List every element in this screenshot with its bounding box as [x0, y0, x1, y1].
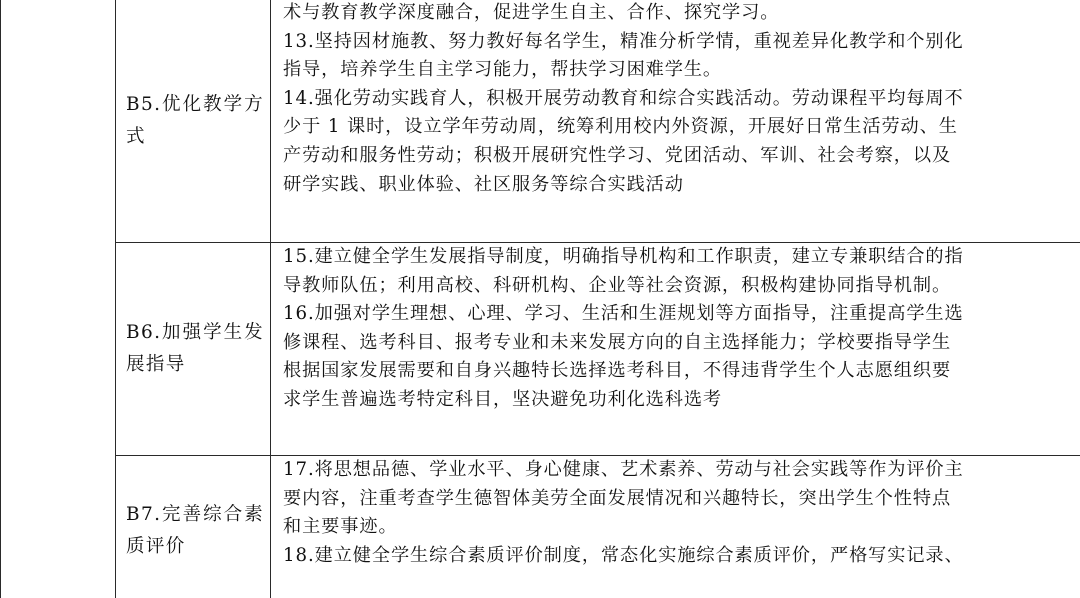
- content-line: 17.将思想品德、学业水平、身心健康、艺术素养、劳动与社会实践等作为评价主: [283, 459, 964, 480]
- content-line: 指导，培养学生自主学习能力，帮扶学习困难学生。: [283, 59, 723, 81]
- indicator-content-cell: [271, 456, 1080, 598]
- content-line: 产劳动和服务性劳动；积极开展研究性学习、党团活动、军训、社会考察，以及: [283, 144, 952, 166]
- indicator-label: B5.优化教学方式: [126, 93, 264, 147]
- content-line: 16.加强对学生理想、心理、学习、生活和生涯规划等方面指导，注重提高学生选: [283, 303, 964, 325]
- indicator-content: [283, 0, 1080, 199]
- content-line: 求学生普遍选考特定科目，坚决避免功利化选科选考: [283, 388, 723, 410]
- indicator-label: B6.加强学生发展指导: [126, 322, 264, 375]
- content-line: 18.建立健全学生综合素质评价制度，常态化实施综合素质评价，严格写实记录、: [283, 544, 964, 566]
- content-line: 根据国家发展需要和自身兴趣特长选择选考科目，不得违背学生个人志愿组织要: [283, 360, 952, 382]
- content-line: 少于 1 课时，设立学年劳动周，统筹利用校内外资源，开展好日常生活劳动、生: [283, 116, 958, 138]
- content-line: 15.建立健全学生发展指导制度，明确指导机构和工作职责，建立专兼职结合的指: [283, 246, 964, 267]
- indicator-label: B7.完善综合素质评价: [126, 504, 264, 557]
- content-line: 14.强化劳动实践育人，积极开展劳动教育和综合实践活动。劳动课程平均每周不: [283, 87, 964, 109]
- content-line: 研学实践、职业体验、社区服务等综合实践活动: [283, 173, 684, 195]
- table-row: [1, 243, 1080, 456]
- table-row: [1, 0, 1080, 243]
- indicator-content: [283, 243, 1080, 415]
- category-cell: [1, 0, 116, 598]
- indicator-content-cell: [271, 243, 1080, 456]
- content-line: 修课程、选考科目、报考专业和未来发展方向的自主选择能力；学校要指导学生: [283, 331, 952, 353]
- indicator-content-cell: [271, 0, 1080, 243]
- indicator-label-cell: [116, 456, 271, 598]
- content-line: 和主要事迹。: [283, 516, 398, 538]
- indicator-content: [283, 456, 1080, 570]
- table-row: [1, 456, 1080, 598]
- indicator-label-cell: [116, 0, 271, 243]
- content-line: 术与教育教学深度融合，促进学生自主、合作、探究学习。: [283, 2, 780, 23]
- indicator-label-cell: [116, 243, 271, 456]
- content-line: 导教师队伍；利用高校、科研机构、企业等社会资源，积极构建协同指导机制。: [283, 274, 952, 296]
- content-line: 13.坚持因材施教、努力教好每名学生，精准分析学情，重视差异化教学和个别化: [283, 30, 964, 52]
- content-line: 要内容，注重考查学生德智体美劳全面发展情况和兴趣特长，突出学生个性特点: [283, 487, 952, 509]
